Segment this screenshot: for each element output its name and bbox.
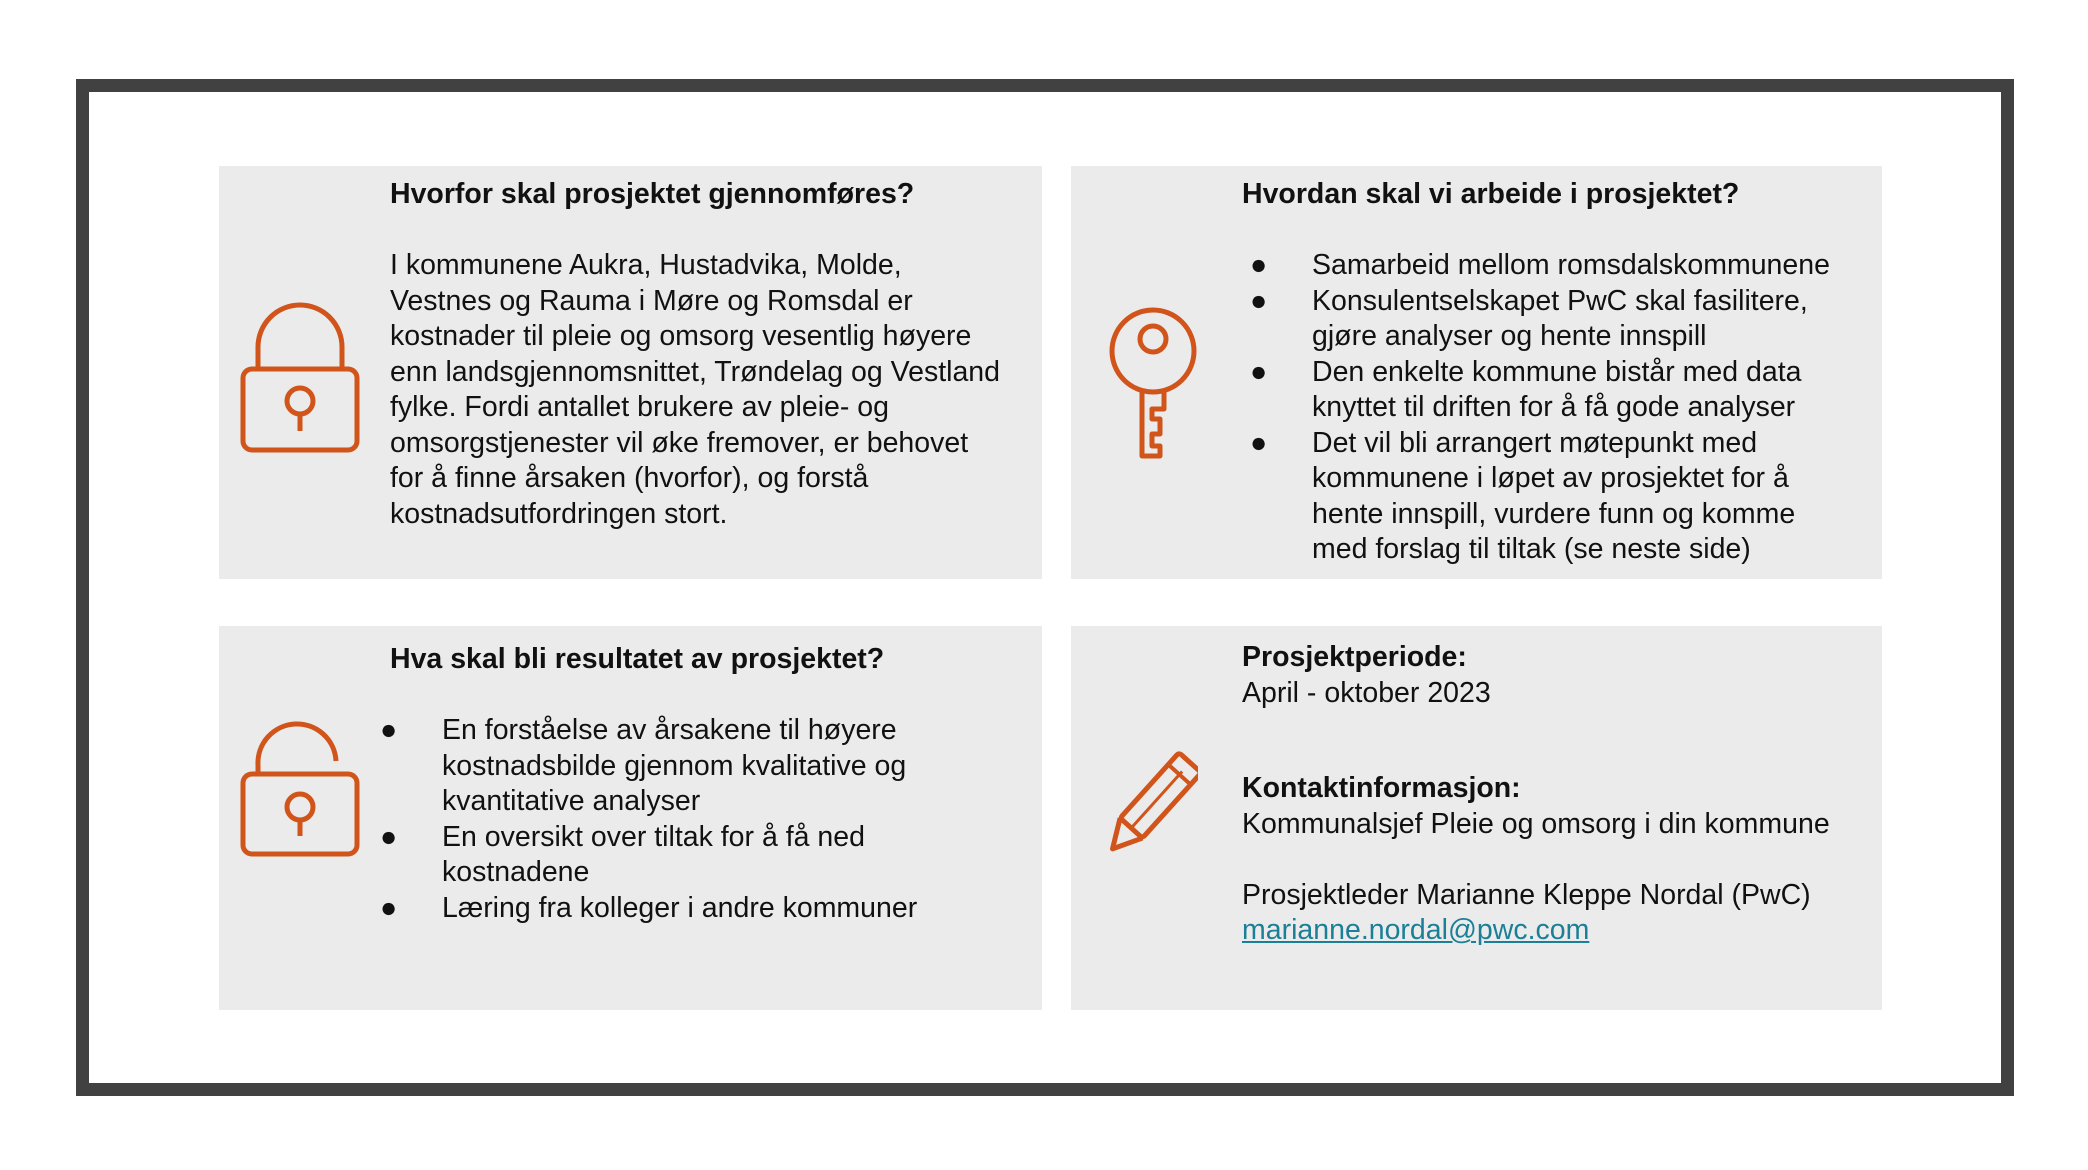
why-line: I kommunene Aukra, Hustadvika, Molde, (390, 249, 902, 281)
why-line: for å finne årsaken (hvorfor), og forstå (390, 462, 869, 494)
panel-why (219, 166, 1042, 579)
bullet-icon: ● (1250, 284, 1268, 317)
list-item: ● Den enkelte kommune bistår med data knyttet til driften for å få gode analyser (1250, 355, 1802, 423)
bullet-icon: ● (1250, 355, 1268, 388)
why-line: enn landsgjennomsnittet, Trøndelag og Vestland (390, 355, 1000, 388)
why-line: fylke. Fordi antallet brukere av pleie- og (390, 391, 890, 423)
why-line: kostnader til pleie og omsorg vesentlig høyere (390, 320, 972, 352)
list-item: ● Konsulentselskapet PwC skal fasilitere, gjøre analyser og hente innspill (1250, 284, 1808, 352)
list-item: ● Det vil bli arrangert møtepunkt med kommunene i løpet av prosjektet for å hente innspill, vurdere funn og komme med forslag til tiltak (se neste side) (1250, 426, 1796, 565)
panel-how (1071, 166, 1882, 579)
bullet-icon: ● (1250, 426, 1268, 459)
how-content (1242, 177, 1872, 568)
period-label: Prosjektperiode: (1242, 641, 1467, 673)
list-item: ● En oversikt over tiltak for å få ned kostnadene (380, 820, 865, 888)
period-value: April - oktober 2023 (1242, 676, 1491, 709)
info-content (1242, 640, 1872, 949)
contact-label: Kontaktinformasjon: (1242, 772, 1521, 804)
why-line: omsorgstjenester vil øke fremover, er behovet (390, 426, 969, 459)
bullet-icon: ● (380, 714, 398, 746)
why-line: Vestnes og Rauma i Møre og Romsdal er (390, 284, 913, 317)
pencil-icon (1106, 750, 1198, 860)
why-content (390, 177, 1000, 532)
list-item: ● Samarbeid mellom romsdalskommunene (1242, 248, 1872, 284)
why-line: kostnadsutfordringen stort. (390, 497, 728, 530)
closed-lock-icon (240, 299, 360, 453)
bullet-icon: ● (380, 891, 398, 924)
list-item: ● Læring fra kolleger i andre kommuner (390, 891, 1030, 927)
bullet-icon: ● (1250, 249, 1268, 281)
why-title: Hvorfor skal prosjektet gjennomføres? (390, 178, 915, 210)
panel-result (219, 626, 1042, 1010)
bullet-icon: ● (380, 820, 398, 853)
how-title: Hvordan skal vi arbeide i prosjektet? (1242, 178, 1740, 210)
panel-info (1071, 626, 1882, 1010)
list-item: ● En forståelse av årsakene til høyere kostnadsbilde gjennom kvalitative og kvantitative analyser (380, 714, 907, 817)
project-leader: Prosjektleder Marianne Kleppe Nordal (PwC) (1242, 878, 1811, 911)
how-list (1242, 248, 1872, 568)
key-icon (1107, 306, 1199, 460)
email-link[interactable]: marianne.nordal@pwc.com (1242, 914, 1590, 946)
contact-value: Kommunalsjef Pleie og omsorg i din kommune (1242, 807, 1830, 840)
why-text (390, 248, 1000, 532)
result-content (380, 642, 1030, 926)
open-lock-icon (240, 721, 360, 857)
result-list (380, 713, 1030, 926)
result-title: Hva skal bli resultatet av prosjektet? (390, 643, 885, 675)
